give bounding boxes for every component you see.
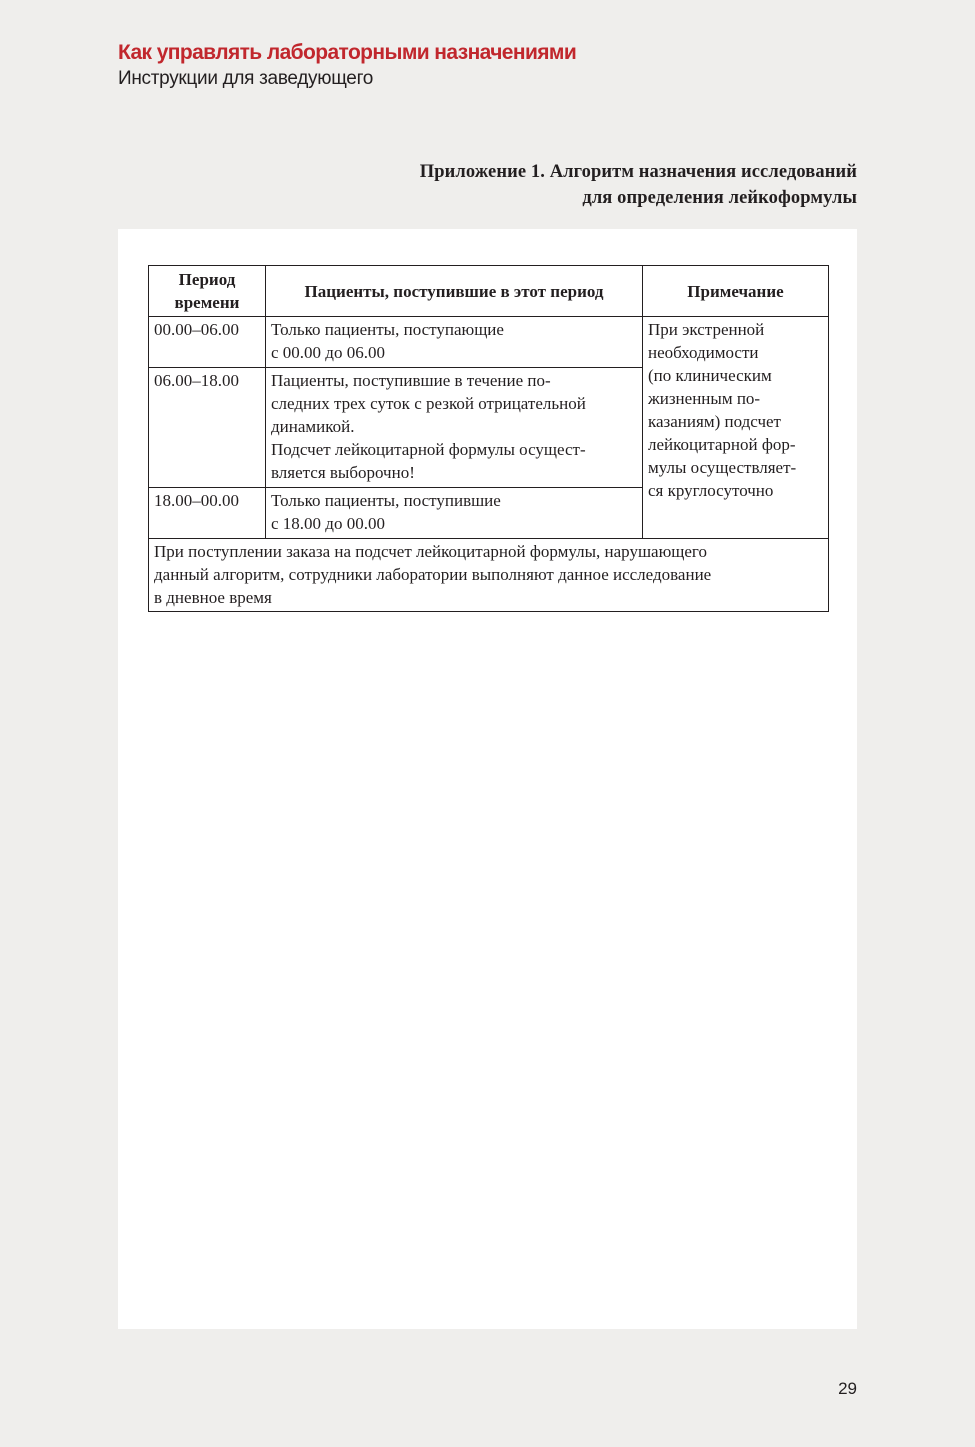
footer-line: При поступлении заказа на подсчет лейкоцитарной формулы, нарушающего	[154, 542, 707, 561]
note-cell	[643, 317, 829, 539]
header-patients: Пациенты, поступившие в этот период	[266, 266, 643, 317]
note-line: (по клиническим	[648, 366, 772, 385]
patients-line: следних трех суток с резкой отрицательной	[271, 394, 586, 413]
header-period-line: времени	[174, 293, 240, 312]
running-header-subtitle: Инструкции для заведующего	[118, 68, 374, 89]
table-row	[149, 317, 829, 368]
note-line: мулы осуществляет-	[648, 458, 797, 477]
patients-line: Только пациенты, поступающие	[271, 320, 504, 339]
table-footer-row	[149, 539, 829, 612]
patients-cell	[266, 488, 643, 539]
period-cell: 00.00–06.00	[149, 317, 266, 368]
footer-line: в дневное время	[154, 588, 272, 607]
patients-line: Только пациенты, поступившие	[271, 491, 501, 510]
patients-line: Пациенты, поступившие в течение по-	[271, 371, 551, 390]
content-panel	[118, 229, 857, 1329]
table-header-row	[149, 266, 829, 317]
header-note: Примечание	[643, 266, 829, 317]
note-line: При экстренной	[648, 320, 765, 339]
note-line: ся круглосуточно	[648, 481, 774, 500]
page-number: 29	[838, 1379, 857, 1398]
running-header-title: Как управлять лабораторными назначениями	[118, 41, 577, 64]
appendix-title-line: для определения лейкоформулы	[582, 188, 857, 208]
patients-line: с 00.00 до 06.00	[271, 343, 385, 362]
header-period-line: Период	[178, 270, 236, 289]
period-cell: 18.00–00.00	[149, 488, 266, 539]
patients-cell	[266, 368, 643, 488]
patients-line: с 18.00 до 00.00	[271, 514, 385, 533]
patients-cell	[266, 317, 643, 368]
appendix-title-line: Приложение 1. Алгоритм назначения исследований	[419, 162, 857, 182]
note-line: лейкоцитарной фор-	[648, 435, 796, 454]
period-cell: 06.00–18.00	[149, 368, 266, 488]
patients-line: Подсчет лейкоцитарной формулы осущест-	[271, 440, 586, 459]
note-line: жизненным по-	[648, 389, 761, 408]
footer-line: данный алгоритм, сотрудники лаборатории выполняют данное исследование	[154, 565, 712, 584]
algorithm-table	[148, 265, 829, 612]
patients-line: вляется выборочно!	[271, 463, 415, 482]
footer-note-cell	[149, 539, 829, 612]
appendix-title	[420, 159, 857, 211]
header-period	[149, 266, 266, 317]
note-line: казаниям) подсчет	[648, 412, 781, 431]
patients-line: динамикой.	[271, 417, 355, 436]
note-line: необходимости	[648, 343, 759, 362]
